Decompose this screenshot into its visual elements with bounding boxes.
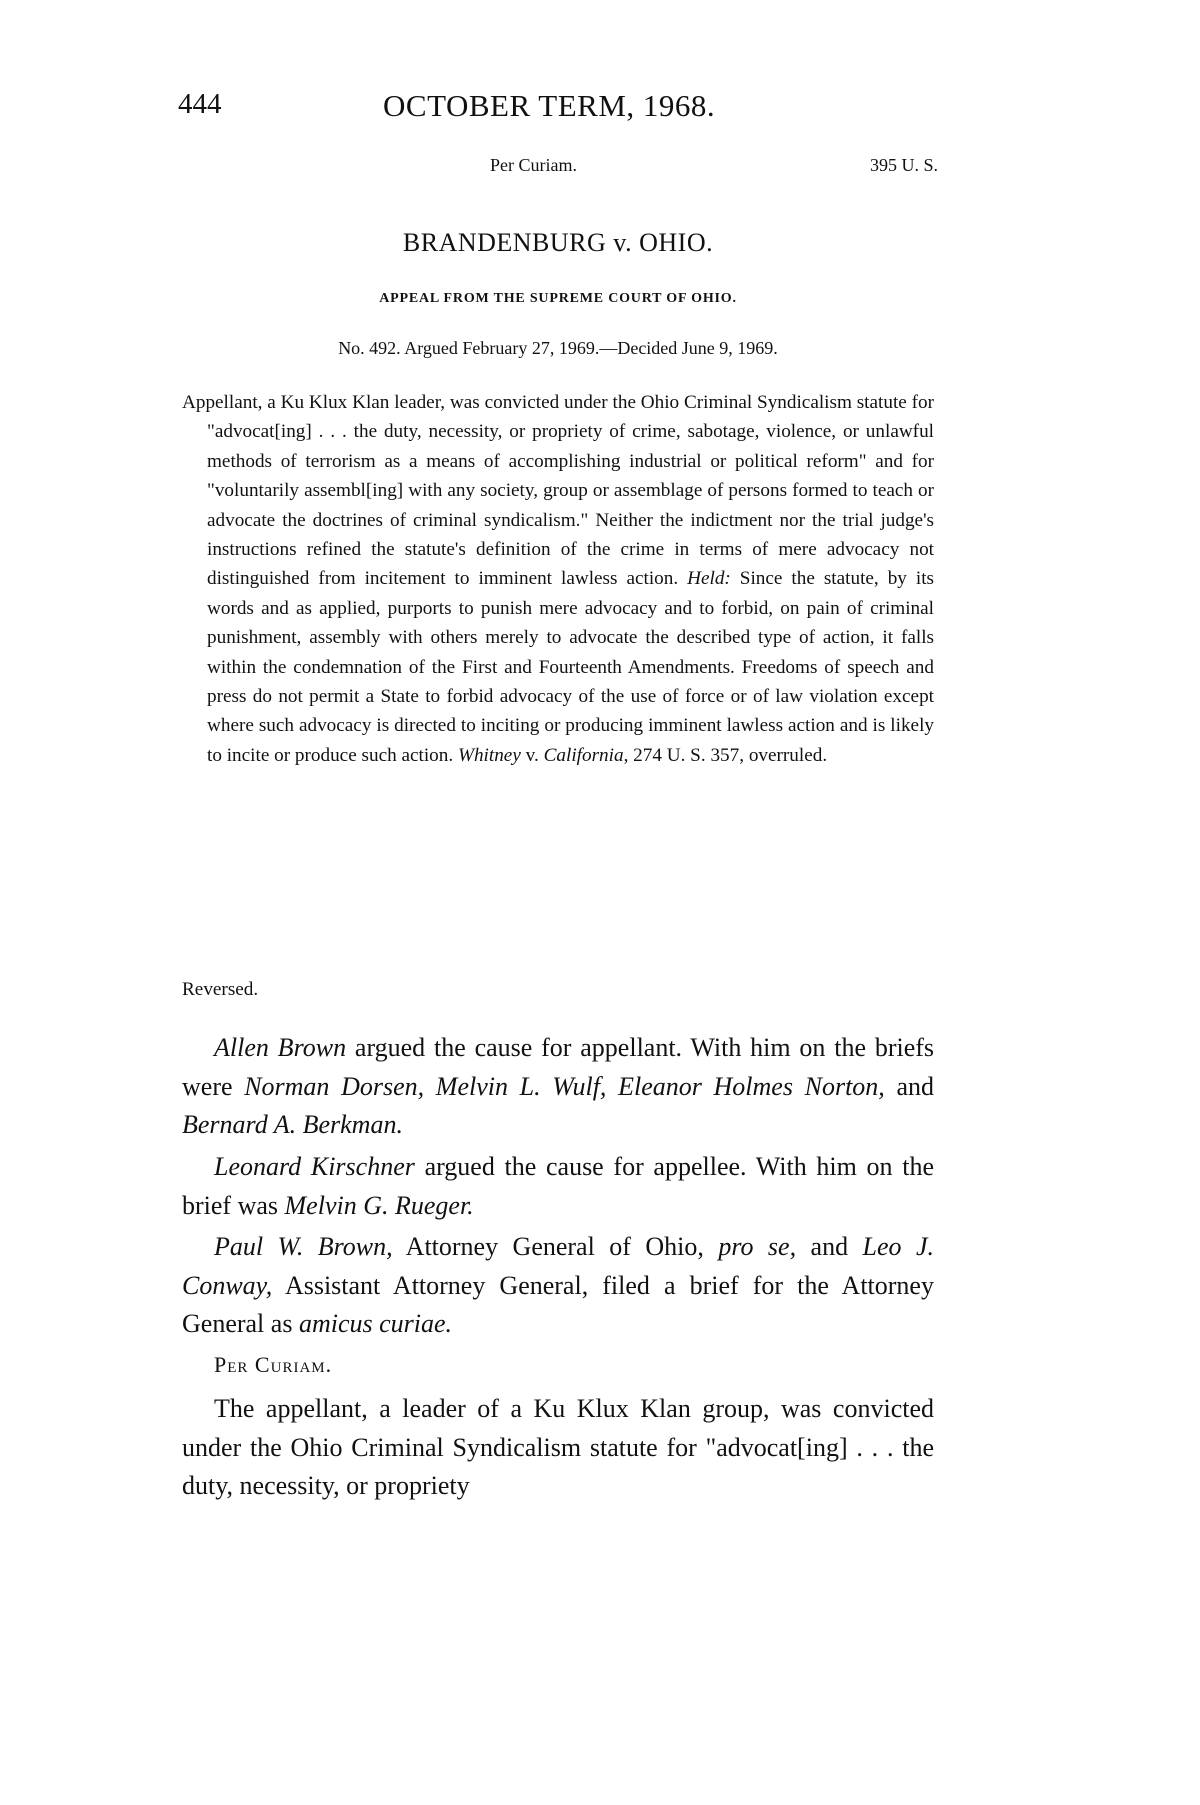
opinion-label-er: er [227,1352,249,1377]
opinion-label [214,1352,332,1378]
counsel-amicus [182,1228,934,1344]
opinion-label-p: P [214,1352,228,1377]
counsel-text: Attorney General of Ohio, [405,1232,704,1261]
opinion-label-uriam: uriam. [270,1352,333,1377]
syllabus-text-2: Since the statute, by its words and as applied, purports to punish mere advocacy and to forbid, on pain of criminal punishment, assembly with others merely to advocate the described type of action, it falls within the condemnation of the First and Fourteenth Amendments. Freedoms of speech and press do not permit a State to forbid advocacy of the use of force or of law violation except where such advocacy is directed to inciting or producing imminent lawless action and is likely to incite or produce such action. [207,568,934,766]
counsel-names: Norman Dorsen, Melvin L. Wulf, Eleanor Holmes Norton, [244,1071,885,1101]
disposition: Reversed. [182,979,259,1000]
docket-line: No. 492. Argued February 27, 1969.—Decided June 9, 1969. [338,338,778,358]
counsel-name-last: Melvin G. Rueger. [284,1190,474,1220]
counsel-text: argued the cause for appellee. With him on the brief was [182,1152,935,1220]
case-cite-california: California [543,744,624,766]
running-head [178,88,978,128]
counsel-name-last: Bernard A. Berkman. [182,1110,403,1139]
us-citation: 395 U. S. [869,155,938,175]
term-heading: OCTOBER TERM, 1968. [383,88,716,123]
counsel-text: argued the cause for appellant. With him on the briefs were [182,1033,935,1101]
counsel-name: Allen Brown [214,1033,347,1062]
case-title: BRANDENBURG v. OHIO. [402,228,714,257]
appeal-line: APPEAL FROM THE SUPREME COURT OF OHIO. [379,291,737,306]
per-curiam-header: Per Curiam. [490,155,577,175]
counsel-name: Leonard Kirschner [214,1152,415,1181]
counsel-name-second: Leo J. Conway, [182,1232,935,1300]
subhead [178,155,938,179]
counsel-appellee [182,1148,934,1225]
held-label: Held: [687,568,731,590]
counsel-name: Paul W. Brown, [214,1232,393,1261]
case-cite-rest: , 274 U. S. 357, overruled. [623,744,828,766]
pro-se: pro se, [718,1232,797,1261]
page-number: 444 [178,88,222,120]
case-cite-whitney: Whitney [457,744,521,766]
opinion-text: The appellant, a leader of a Ku Klux Klan group, was convicted under the Ohio Criminal Syndicalism statute for "advocat[ing] . . . the duty, necessity, or propriety [182,1394,934,1500]
amicus-curiae: amicus curiae. [298,1309,453,1338]
counsel-text-second: Assistant Attorney General, filed a brief for the Attorney General as [182,1270,934,1338]
syllabus-text-1: Appellant, a Ku Klux Klan leader, was convicted under the Ohio Criminal Syndicalism statute for "advocat[ing] . . . the duty, necessity, or propriety of crime, sabotage, violence, or unlawful methods of terrorism as a means of accomplishing industrial or political reform" and for "voluntarily assembl[ing] with any society, group or assemblage of persons formed to teach or advocate the doctrines of criminal syndicalism." Neither the indictment nor the trial judge's instructions refined the statute's definition of the crime in terms of mere advocacy not distinguished from incitement to imminent lawless action. [182,392,934,590]
syllabus [182,388,934,770]
counsel-appellant [182,1029,934,1145]
case-cite-v: v. [525,744,539,766]
opinion-label-c: C [254,1352,271,1377]
counsel-and: and [810,1232,849,1261]
counsel-and: and [896,1071,935,1101]
